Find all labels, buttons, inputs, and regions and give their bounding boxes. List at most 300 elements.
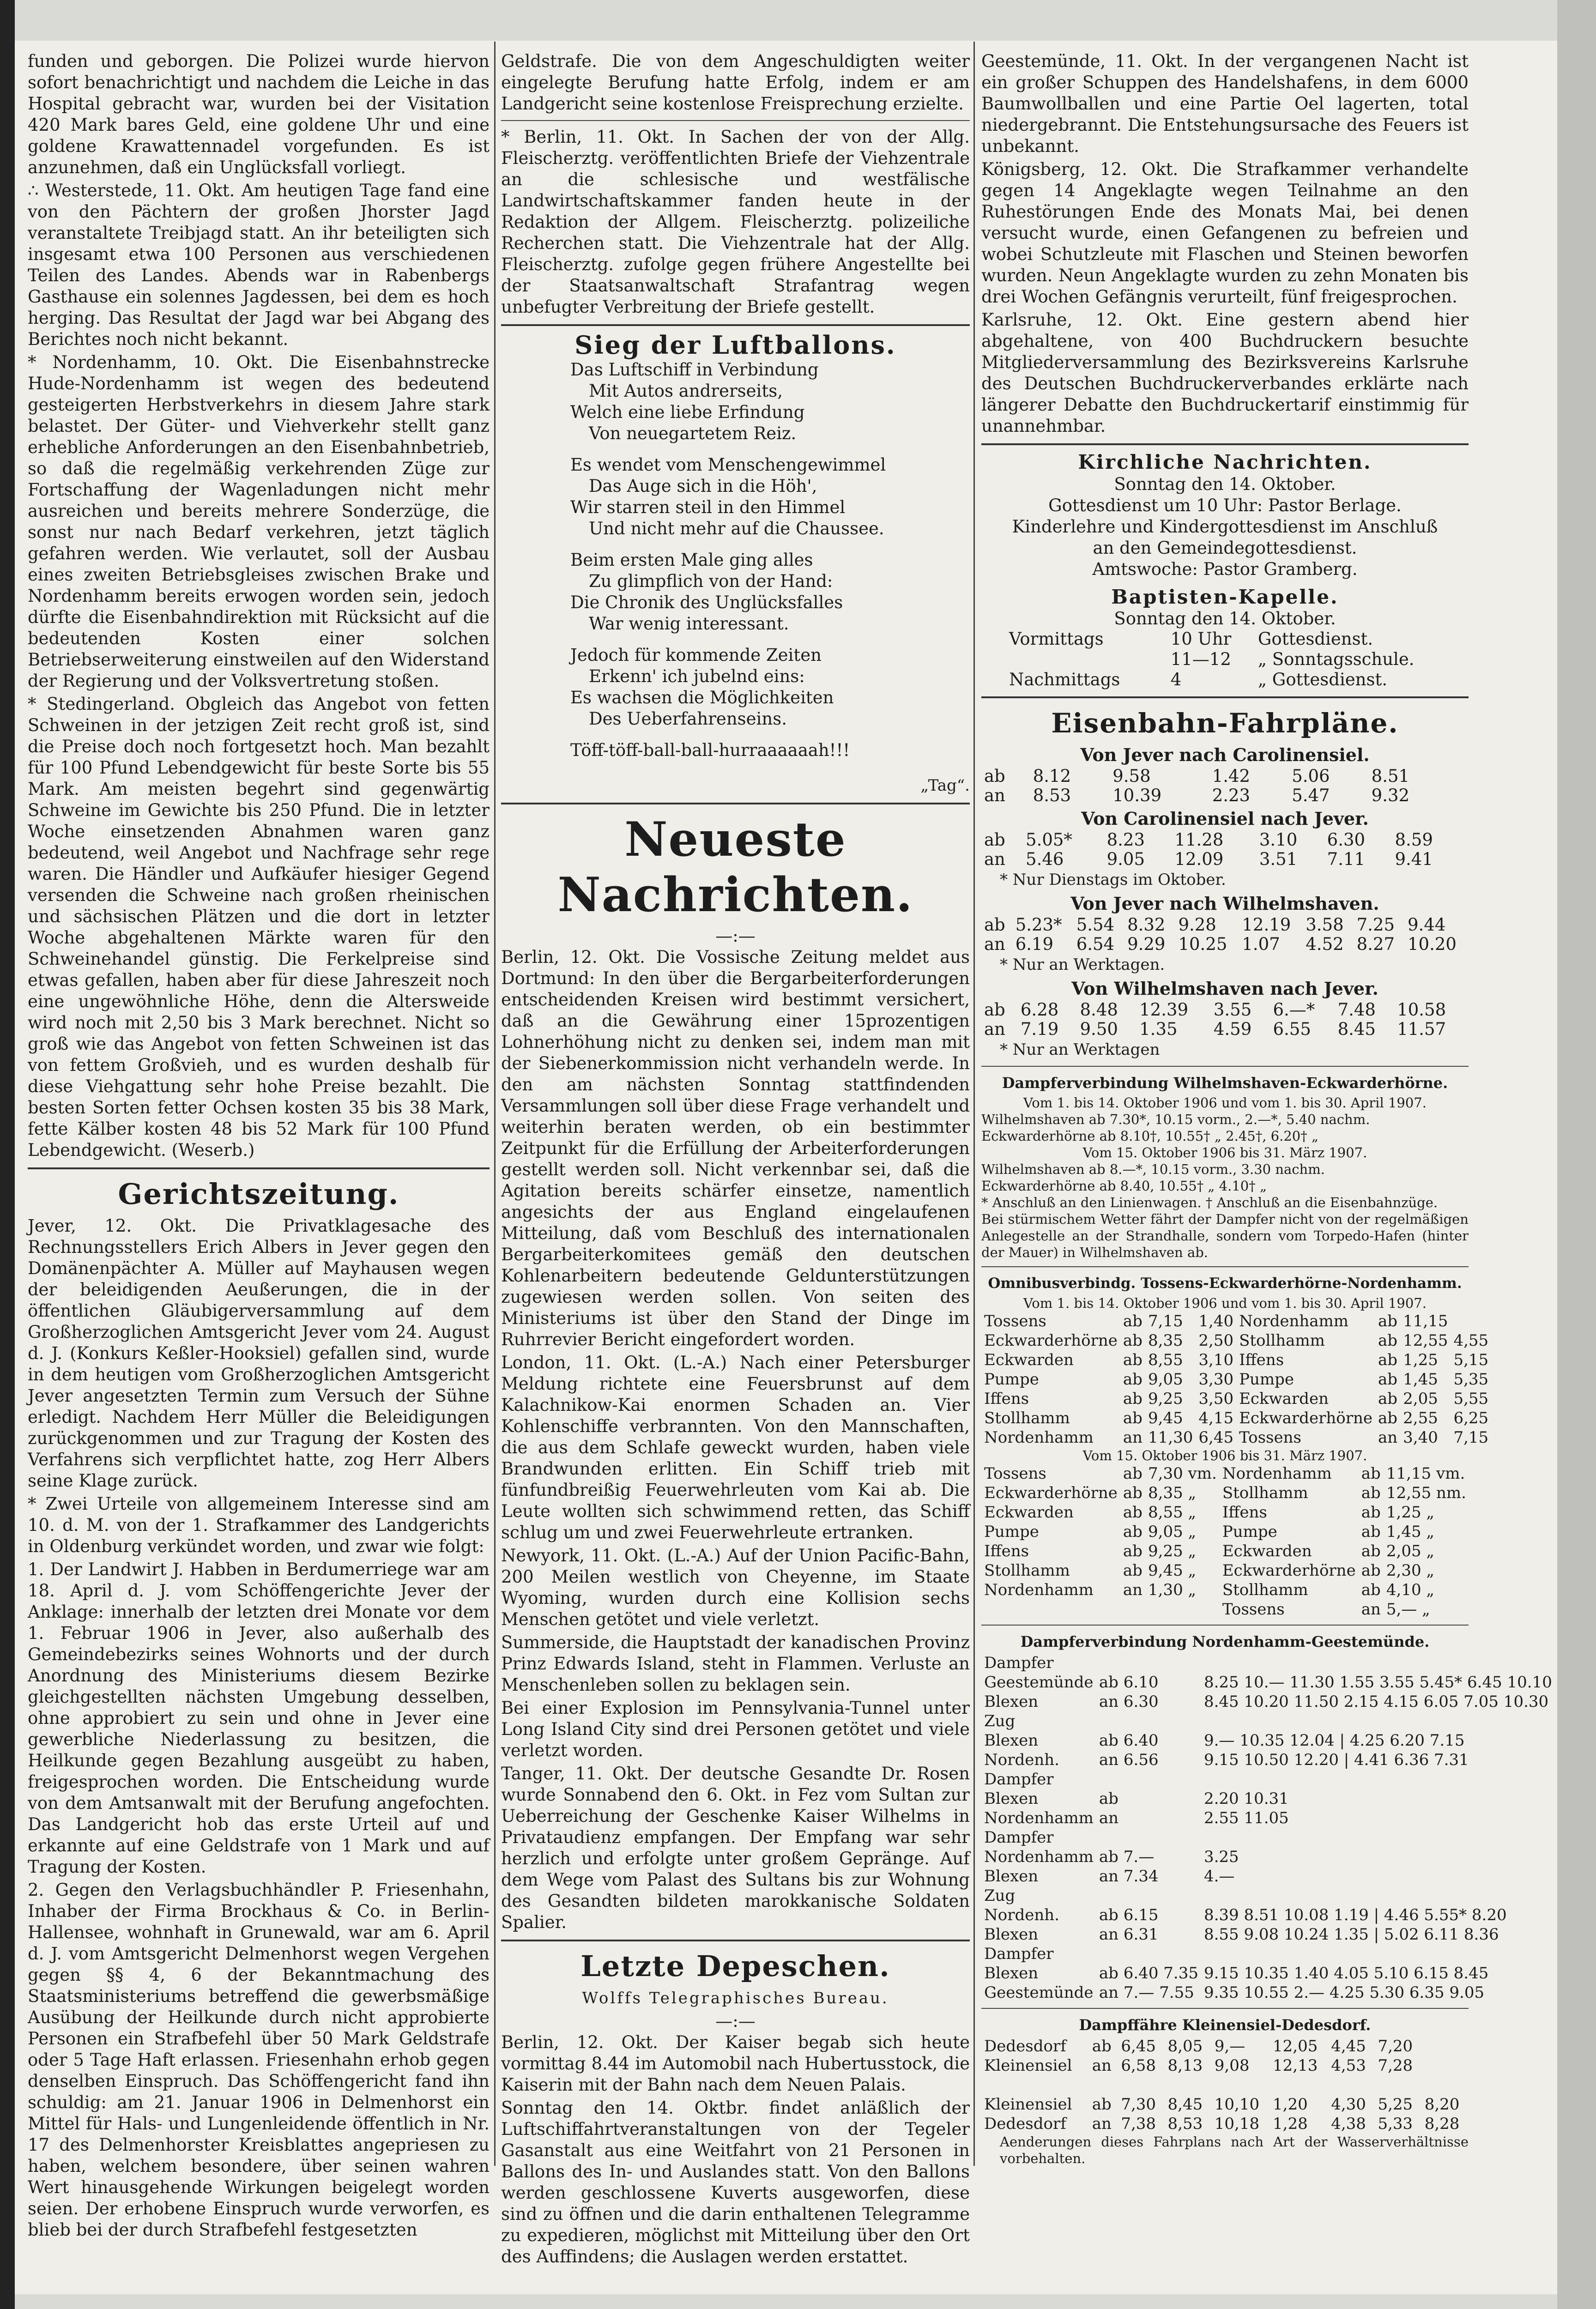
- baptist-schedule: [981, 609, 1469, 690]
- table-cell: [1460, 830, 1469, 850]
- table-cell: ab: [1378, 1409, 1398, 1427]
- poem-stanza: [570, 454, 970, 539]
- table-cell: 7.25: [1356, 915, 1395, 935]
- table-cell: 12,55 nm.: [1386, 1484, 1466, 1502]
- table-cell: ab: [1361, 1464, 1381, 1483]
- table-cell: ab: [1378, 1351, 1398, 1369]
- omnibus-table-1: [981, 1312, 1491, 1447]
- table-cell: 9,—: [1214, 2037, 1245, 2055]
- table-cell: 9.29: [1127, 934, 1166, 954]
- table-cell: ab: [1123, 1409, 1143, 1427]
- divider: [981, 1625, 1469, 1626]
- article-nordenhamm: * Nordenhamm, 10. Okt. Die Eisenbahnstrecke Hude-Nordenhamm ist wegen des bedeutend gesteigerten Herbstverkehrs in diesem Jahre stark belastet. Der Güter- und Viehverkehr stellt ganz erhebliche Anforderungen an den Eisenbahnbetrieb, so daß die regelmäßig verkehrenden Züge zur Fortschaffung der Wagenladungen nicht mehr ausreichen und bereits mehrere Sonderzüge, die sonst nur nach Bedarf verkehren, jetzt täglich gefahren werden. Wie verlautet, soll der Ausbau eines zweiten Betriebsgleises zwischen Brake und Nordenhamm bereits erwogen worden sein, jedoch dürfte die Eisenbahndirektion mit Rücksicht auf die bedeutenden Kosten einer solchen Betriebserweiterung einstweilen auf den Widerstand der Regierung und der Volksvertretung stoßen.: [28, 352, 490, 691]
- table-cell: 1,40: [1198, 1312, 1234, 1330]
- table-cell: 6,25: [1453, 1409, 1489, 1427]
- route-title: Von Wilhelmshaven nach Jever.: [1071, 978, 1378, 999]
- book-spine: [0, 0, 15, 2309]
- table-cell: 4,45: [1331, 2037, 1366, 2055]
- omnibus-row: [981, 1312, 1491, 1331]
- article-urteil-1: 1. Der Landwirt J. Habben in Berdumerriege war am 18. April d. J. vom Schöffengerichte Jever der Anklage: innerhalb der letzten drei Monate vor dem 1. Februar 1906 in Jever, also außerhalb des Gemeindebezirks seines Wohnorts und der durch Anordnung des Ministeriums diesem Bezirke gleichgestellten nächsten Umgebung desselben, ohne approbiert zu sein und ohne in Jever eine gewerbliche Niederlassung zu besitzen, die Heilkunde gegen Bezahlung ausgeübt zu haben, freigesprochen worden. Die Entscheidung wurde von dem Amtsanwalt mit der Berufung angefochten. Das Landgericht hob das erste Urteil auf und erkannte auf eine Geldstrafe von 1 Mark und auf Tragung der Kosten.: [28, 1559, 490, 1877]
- table-cell: 6.30: [1327, 830, 1366, 850]
- table-cell: 3,30: [1198, 1370, 1234, 1389]
- table-cell: 2,50: [1198, 1331, 1234, 1350]
- schedule-cell: 11—12: [1170, 649, 1231, 669]
- article-newyork: Newyork, 11. Okt. (L.-A.) Auf der Union Pacific-Bahn, 200 Meilen westlich von Cheyenne, im Staate Wyoming, wurden durch eine Kollision sechs Menschen getötet und viele verletzt.: [501, 1546, 970, 1629]
- omnibus-row: [981, 1408, 1491, 1428]
- table-cell: Pumpe: [1239, 1370, 1294, 1389]
- table-cell: [1422, 2056, 1469, 2075]
- timetable-row: [981, 915, 1469, 935]
- baptist-notice-title: Baptisten-Kapelle.: [1111, 586, 1339, 608]
- divider: [981, 2008, 1469, 2009]
- table-row: [981, 1731, 1555, 1750]
- column-rule: [494, 42, 496, 2166]
- table-cell: Iffens: [1239, 1351, 1284, 1369]
- table-cell: 3.51: [1259, 849, 1298, 869]
- section-divider: [28, 1167, 490, 1169]
- table-cell: 8,28: [1424, 2115, 1460, 2133]
- table-cell: 7,15: [1453, 1428, 1489, 1447]
- table-cell: 8,13: [1167, 2056, 1203, 2075]
- table-cell: Stollhamm: [1222, 1484, 1308, 1502]
- table-cell: 5.46: [1026, 849, 1064, 869]
- table-cell: 10.58: [1397, 1000, 1446, 1020]
- table-cell: Pumpe: [984, 1370, 1039, 1389]
- church-notice-title: Kirchliche Nachrichten.: [1078, 451, 1372, 473]
- table-row: [981, 1673, 1555, 1692]
- table-cell: 12,13: [1273, 2056, 1318, 2075]
- table-cell: ab: [1092, 2095, 1112, 2114]
- table-cell: [1145, 1600, 1220, 1619]
- table-cell: ab: [1123, 1370, 1143, 1389]
- wire-service-label: Wolffs Telegraphisches Bureau.: [582, 1989, 889, 2007]
- poem-line: Von neuegartetem Reiz.: [589, 423, 797, 443]
- divider: [981, 1066, 1469, 1067]
- table-cell: 7,15: [1148, 1312, 1183, 1330]
- table-cell: 6.19: [1015, 934, 1054, 954]
- timetable-note: * Nur an Werktagen.: [1000, 955, 1165, 974]
- omnibus-period: Vom 1. bis 14. Oktober 1906 und vom 1. bis 30. April 1907.: [1023, 1295, 1427, 1311]
- table-cell: 12.09: [1174, 849, 1224, 869]
- table-cell: 8.48: [1080, 1000, 1118, 1020]
- table-cell: ab: [1378, 1312, 1398, 1330]
- table-cell: 8,20: [1424, 2095, 1460, 2114]
- table-row: [981, 2114, 1469, 2134]
- table-cell: Stollhamm: [984, 1561, 1070, 1580]
- table-cell: [1201, 1653, 1555, 1673]
- table-row: [981, 1711, 1555, 1731]
- table-cell: 6.—*: [1273, 1000, 1315, 1020]
- omnibus-title: Omnibusverbindg. Tossens-Eckwarderhörne-Nordenhamm.: [988, 1275, 1462, 1292]
- ferry-note: Aenderungen dieses Fahrplans nach Art der Wasserverhältnisse vorbehalten.: [1000, 2134, 1469, 2166]
- table-cell: Tossens: [1239, 1428, 1301, 1447]
- article-berlin-fleischerztg: * Berlin, 11. Okt. In Sachen der von der Allg. Fleischerztg. veröffentlichten Briefe der Viehzentrale an die schlesische und westfälische Landwirtschaftskammer fanden heute in der Redaktion der Allgem. Fleischerztg. polizeiliche Recherchen statt. Die Viehzentrale hat der Allg. Fleischerztg. zufolge gegen frühere Angestellte bei der Staatsanwaltschaft Strafantrag wegen unbefugter Verbreitung der Briefe gestellt.: [501, 127, 970, 317]
- table-cell: 1,45: [1403, 1370, 1438, 1389]
- separator: —:—: [715, 926, 756, 946]
- table-cell: 3.58: [1306, 915, 1344, 935]
- poem-line: Jedoch für kommende Zeiten: [570, 645, 822, 665]
- table-cell: 5.06: [1292, 766, 1330, 786]
- poem-line: Zu glimpflich von der Hand:: [589, 571, 833, 591]
- table-cell: an: [1123, 1581, 1143, 1599]
- table-cell: Tossens: [984, 1464, 1046, 1483]
- table-cell: ab: [1378, 1370, 1398, 1389]
- article-explosion: Bei einer Explosion im Pennsylvania-Tunnel unter Long Island City sind drei Personen getötet und viele verletzt worden.: [501, 1698, 970, 1760]
- table-cell: 1.35: [1139, 1019, 1178, 1039]
- table-cell: Nordenhamm: [1222, 1464, 1332, 1483]
- table-cell: an: [1378, 1428, 1398, 1447]
- table-row: [981, 1983, 1555, 2002]
- column-2: [501, 51, 970, 2269]
- article-berlin-kaiser: Berlin, 12. Okt. Der Kaiser begab sich heute vormittag 8.44 im Automobil nach Hubertusstock, die Kaiserin mit der Bahn nach dem Neuen Palais.: [501, 2032, 970, 2095]
- table-cell: 1.42: [1212, 766, 1251, 786]
- table-cell: 9.05: [1106, 849, 1145, 869]
- table-cell: Stollhamm: [984, 1409, 1070, 1427]
- table-cell: ab: [1361, 1484, 1381, 1502]
- omnibus-row: [981, 1350, 1491, 1370]
- table-cell: 1.07: [1242, 934, 1280, 954]
- table-cell: 5,25: [1378, 2095, 1413, 2114]
- table-cell: 8,35: [1148, 1331, 1183, 1350]
- table-cell: 4,30: [1331, 2095, 1366, 2114]
- table-cell: 3.25: [1203, 1848, 1239, 1866]
- poem-line: Mit Autos andrerseits,: [589, 381, 783, 401]
- table-cell: an 6.56: [1099, 1751, 1159, 1769]
- table-cell: [1448, 786, 1458, 805]
- poem-line: Und nicht mehr auf die Chaussee.: [589, 519, 884, 538]
- schedule-cell: 4: [1170, 670, 1182, 689]
- poem-source: „Tag“.: [920, 776, 970, 795]
- article-london: London, 11. Okt. (L.-A.) Nach einer Petersburger Meldung richtete eine Feuersbrunst auf dem Kalachnikow-Kai enormen Schaden an. Vier Kohlenschiffe verbrannten. Von den Mannschaften, die aus dem Schlafe geweckt wurden, haben viele Brandwunden erlitten. Ein Schiff trieb mit fünfundbreißig Feuerwehrleuten vom Kai ab. Die Leute wollten sich schwimmend retten, das Schiff schlug um und zwei Feuerwehrleute ertranken.: [501, 1353, 970, 1542]
- table-cell: 6,45: [1121, 2037, 1156, 2055]
- table-cell: 9.— 10.35 12.04 | 4.25 6.20 7.15: [1203, 1731, 1465, 1750]
- table-cell: ab 6.40: [1099, 1731, 1159, 1750]
- table-cell: 9.32: [1371, 786, 1410, 805]
- table-cell: 3.10: [1259, 830, 1298, 850]
- table-cell: 8.39 8.51 10.08 1.19 | 4.46 5.55* 8.20: [1203, 1906, 1507, 1924]
- table-cell: ab: [1123, 1523, 1143, 1541]
- article-geestemuende: Geestemünde, 11. Okt. In der vergangenen Nacht ist ein großer Schuppen des Handelshafens, in dem 6000 Baumwollballen und eine Partie Oel lagerten, total niedergebrannt. Die Entstehungsursache des Feuers ist unbekannt.: [981, 51, 1469, 156]
- table-cell: an 6.31: [1099, 1925, 1159, 1944]
- table-cell: 4,10 „: [1386, 1581, 1434, 1599]
- table-cell: Pumpe: [984, 1523, 1039, 1541]
- table-cell: 8,05: [1167, 2037, 1203, 2055]
- table-cell: Iffens: [984, 1542, 1029, 1560]
- table-cell: 8.12: [1033, 766, 1071, 786]
- table-cell: ab 7.—: [1099, 1848, 1155, 1866]
- divider: [981, 1266, 1469, 1267]
- church-notice: [981, 474, 1469, 580]
- table-cell: 7,30 vm.: [1148, 1464, 1217, 1483]
- table-cell: 12,05: [1273, 2037, 1318, 2055]
- table-cell: 10.25: [1178, 934, 1227, 954]
- timetable-row: [981, 830, 1469, 850]
- table-cell: 5.54: [1076, 915, 1115, 935]
- ferry-dedesdorf-table: [981, 2037, 1469, 2134]
- table-cell: Stollhamm: [1222, 1581, 1308, 1599]
- table-cell: 8,45: [1167, 2095, 1203, 2114]
- table-cell: Dedesdorf: [984, 2115, 1066, 2133]
- table-cell: 9,25 „: [1148, 1542, 1197, 1560]
- route-title: Von Carolinensiel nach Jever.: [1081, 808, 1369, 829]
- table-cell: ab: [984, 766, 1005, 786]
- table-cell: 2,30 „: [1386, 1561, 1434, 1580]
- table-cell: 8.51: [1371, 766, 1410, 786]
- table-cell: ab: [1378, 1331, 1398, 1350]
- table-cell: 7,38: [1121, 2115, 1156, 2133]
- table-cell: ab: [1123, 1484, 1143, 1502]
- table-cell: an: [984, 1019, 1005, 1039]
- schedule-cell: Nachmittags: [1009, 670, 1120, 689]
- table-cell: 1,20: [1273, 2095, 1308, 2114]
- table-cell: ab 6.10: [1099, 1673, 1159, 1692]
- table-cell: 9,45 „: [1148, 1561, 1197, 1580]
- table-cell: 10.39: [1112, 786, 1162, 805]
- table-cell: Geestemünde: [984, 1983, 1094, 2002]
- omnibus-row: [981, 1428, 1491, 1447]
- table-cell: Dampfer: [984, 1945, 1054, 1963]
- table-cell: Blexen: [984, 1692, 1039, 1711]
- section-heading-letzte-depeschen: Letzte Depeschen.: [580, 1949, 890, 1983]
- table-cell: 2,05 „: [1386, 1542, 1434, 1560]
- poem: [501, 359, 970, 761]
- poem-line: Welch eine liebe Erfindung: [570, 402, 805, 422]
- table-cell: ab: [1123, 1561, 1143, 1580]
- table-cell: Nordenhamm: [984, 1581, 1094, 1599]
- timetable-note: * Nur an Werktagen: [1000, 1040, 1160, 1059]
- column-rule: [973, 42, 975, 2166]
- table-cell: 5.23*: [1015, 915, 1062, 935]
- table-row: [981, 1828, 1555, 1847]
- table-row: [981, 1867, 1555, 1886]
- schedule-row: [981, 670, 1469, 690]
- omnibus-row: [981, 1541, 1469, 1561]
- section-divider: [501, 324, 970, 326]
- table-cell: 1,30 „: [1148, 1581, 1197, 1599]
- table-cell: 6,45: [1198, 1428, 1234, 1447]
- table-cell: 8.59: [1395, 830, 1433, 850]
- table-cell: 9.58: [1112, 766, 1151, 786]
- table-cell: ab: [1361, 1523, 1381, 1541]
- table-cell: [981, 2075, 1469, 2095]
- table-cell: [1096, 1770, 1201, 1789]
- table-cell: Iffens: [984, 1390, 1029, 1408]
- table-cell: 5,— „: [1386, 1600, 1430, 1619]
- table-row: [981, 1653, 1555, 1673]
- table-cell: [981, 1600, 1120, 1619]
- table-cell: [1201, 1770, 1555, 1789]
- poem-line: Die Chronik des Unglücksfalles: [570, 592, 843, 612]
- table-cell: 3,50: [1198, 1390, 1234, 1408]
- table-cell: 4,15: [1198, 1409, 1234, 1427]
- table-cell: an: [1092, 2115, 1112, 2133]
- table-cell: 10,10: [1214, 2095, 1260, 2114]
- table-cell: Eckwarderhörne: [984, 1331, 1118, 1350]
- omnibus-table-2: [981, 1464, 1469, 1619]
- route-title: Von Jever nach Carolinensiel.: [1080, 744, 1370, 765]
- ferry-line: Vom 1. bis 14. Oktober 1906 und vom 1. bis 30. April 1907.: [1023, 1095, 1427, 1111]
- table-cell: 8,55: [1148, 1351, 1183, 1369]
- table-cell: Eckwarden: [984, 1503, 1074, 1522]
- table-cell: Eckwarden: [984, 1351, 1074, 1369]
- divider: [501, 120, 970, 121]
- timetable-row: [981, 850, 1469, 869]
- table-row: [981, 1847, 1555, 1867]
- section-divider: [501, 803, 970, 804]
- table-cell: Blexen: [984, 1731, 1039, 1750]
- table-cell: 6.28: [1020, 1000, 1059, 1020]
- timetable-row: [981, 1020, 1469, 1039]
- poem-line: Es wachsen die Möglichkeiten: [570, 688, 834, 707]
- table-cell: 2,55: [1403, 1409, 1438, 1427]
- poem-line: Erkenn' ich jubelnd eins:: [589, 666, 805, 686]
- table-cell: [1201, 1711, 1555, 1731]
- table-cell: 7,20: [1378, 2037, 1413, 2055]
- schedule-row: [981, 609, 1469, 629]
- table-cell: ab: [1123, 1503, 1143, 1522]
- table-cell: 9.44: [1408, 915, 1446, 935]
- table-row: [981, 1789, 1555, 1808]
- article-tanger: Tanger, 11. Okt. Der deutsche Gesandte Dr. Rosen wurde Sonnabend den 6. Okt. in Fez vom Sultan zur Ueberreichung der Geschenke Kaiser Wilhelms in Privataudienz empfangen. Der Empfang war sehr herzlich und erfolgte unter großem Gepränge. Auf dem Wege vom Palast des Sultans bis zur Wohnung des Gesandten bildeten marokkanische Soldaten Spalier.: [501, 1764, 970, 1932]
- table-cell: 7.11: [1327, 849, 1366, 869]
- table-cell: Blexen: [984, 1789, 1039, 1808]
- column-3: [981, 51, 1552, 2167]
- table-cell: [1096, 1828, 1201, 1847]
- table-cell: Geestemünde: [984, 1673, 1094, 1692]
- table-cell: ab: [984, 915, 1005, 935]
- table-cell: 4.59: [1213, 1019, 1252, 1039]
- table-cell: ab: [984, 1000, 1005, 1020]
- article-summerside: Summerside, die Hauptstadt der kanadischen Provinz Prinz Edwards Island, steht in Flammen. Verluste an Menschenleben sollen zu beklagen sein.: [501, 1632, 970, 1695]
- poem-line: Wir starren steil in den Himmel: [570, 497, 846, 517]
- table-cell: an: [984, 849, 1005, 869]
- ferry-line: Wilhelmshaven ab 8.—*, 10.15 vorm., 3.30 nachm.: [981, 1161, 1325, 1177]
- poem-stanza: [570, 359, 970, 444]
- ferry-line: Bei stürmischem Wetter fährt der Dampfer nicht von der regelmäßigen Anlegestelle an der Strandhalle, sondern vom Torpedo-Hafen (hinter der Mauer) in Wilhelmshaven ab.: [981, 1211, 1469, 1260]
- table-cell: 8.32: [1127, 915, 1166, 935]
- table-row: [981, 2056, 1469, 2075]
- table-cell: Kleinensiel: [984, 2095, 1072, 2114]
- article-berlin-bergarbeiter: Berlin, 12. Okt. Die Vossische Zeitung meldet aus Dortmund: In den über die Bergarbeiterforderungen entscheidenden Kreisen wird bestimmt versichert, daß an die Gewährung einer 15prozentigen Lohnerhöhung nicht zu denken sei, indem man mit der Siebenerkommission nicht verhandeln werde. In den am nächsten Sonntag stattfindenden Versammlungen soll über diese Frage verhandelt und weiterhin beraten werden, ob ein bestimmter Zeitpunkt für die Erfüllung der Arbeiterforderungen gestellt werden soll. Nicht verkennbar sei, daß die Agitation bereits schärfer einsetze, namentlich angesichts der aus England eingelaufenen Mitteilung, daß vom Beschluß des internationalen Bergarbeiterkomitees gemäß den deutschen Kohlenarbeitern bedeutende Geldunterstützungen zugewiesen werden sollen. Von seiten des Ministeriums ist über den Stand der Dinge im Ruhrrevier Bericht eingefordert worden.: [501, 947, 970, 1349]
- poem-stanza: [570, 645, 970, 730]
- table-cell: 4.—: [1203, 1867, 1235, 1886]
- table-cell: 11.57: [1397, 1019, 1446, 1039]
- table-cell: Tossens: [1222, 1600, 1285, 1619]
- table-cell: 8.27: [1356, 934, 1395, 954]
- ferry-dedesdorf-title: Dampffähre Kleinensiel-Dedesdorf.: [1079, 2016, 1371, 2034]
- table-cell: ab: [1361, 1561, 1381, 1580]
- table-cell: [1201, 1944, 1555, 1964]
- table-cell: ab: [1361, 1503, 1381, 1522]
- timetable-wilhelmshaven-jever: [981, 1000, 1469, 1039]
- column-1: [28, 51, 490, 2243]
- section-divider: [981, 443, 1469, 445]
- table-row: [981, 2095, 1469, 2114]
- table-cell: 3.55: [1213, 1000, 1252, 1020]
- table-cell: 7.19: [1020, 1019, 1059, 1039]
- poem-line: Es wendet vom Menschengewimmel: [570, 455, 886, 475]
- table-cell: [1422, 2037, 1469, 2056]
- table-cell: 1,25: [1403, 1351, 1438, 1369]
- church-line: an den Gemeindegottesdienst.: [1093, 538, 1357, 558]
- table-cell: ab: [1361, 1542, 1381, 1560]
- table-cell: 3,10: [1198, 1351, 1234, 1369]
- table-cell: Eckwarderhörne: [1239, 1409, 1372, 1427]
- table-cell: Pumpe: [1222, 1523, 1277, 1541]
- article-paragraph: Geldstrafe. Die von dem Angeschuldigten weiter eingelegte Berufung hatte Erfolg, indem er am Landgericht seine kostenlose Freisprechung erzielte.: [501, 51, 970, 114]
- table-cell: [1460, 850, 1469, 869]
- table-row: [981, 1905, 1555, 1925]
- church-line: Gottesdienst um 10 Uhr: Pastor Berlage.: [1048, 496, 1402, 515]
- table-cell: [1451, 1312, 1491, 1331]
- ferry-schedule: [981, 1094, 1469, 1261]
- timetable-row: [981, 786, 1469, 805]
- timetable-jever-carolinensiel: [981, 767, 1469, 805]
- schedule-cell: [981, 649, 1168, 670]
- poem-title: Sieg der Luftballons.: [574, 330, 896, 360]
- table-cell: an: [984, 934, 1005, 954]
- table-row: [981, 2075, 1469, 2095]
- table-cell: ab: [1123, 1331, 1143, 1350]
- table-cell: Dampfer: [984, 1770, 1054, 1789]
- poem-line: Des Ueberfahrenseins.: [589, 709, 787, 729]
- timetable-row: [981, 935, 1469, 954]
- church-line: Sonntag den 14. Oktober.: [1114, 474, 1336, 494]
- table-cell: 8,53: [1167, 2115, 1203, 2133]
- poem-line: Beim ersten Male ging alles: [570, 550, 813, 570]
- table-cell: [1201, 1828, 1555, 1847]
- article-paragraph: funden und geborgen. Die Polizei wurde hiervon sofort benachrichtigt und nachdem die Leiche in das Hospital gebracht war, wurden bei der Visitation 420 Mark bares Geld, eine goldene Uhr und eine goldene Krawattennadel vorgefunden. Es ist anzunehmen, daß ein Unglücksfall vorliegt.: [28, 51, 490, 177]
- table-cell: ab: [1378, 1390, 1398, 1408]
- table-cell: 10,18: [1214, 2115, 1260, 2133]
- table-cell: 6.54: [1076, 934, 1115, 954]
- section-heading-gerichtszeitung: Gerichtszeitung.: [118, 1177, 399, 1211]
- table-cell: Nordenh.: [984, 1751, 1059, 1769]
- table-cell: [1448, 767, 1458, 786]
- table-cell: 6,58: [1121, 2056, 1156, 2075]
- table-cell: 10.20: [1408, 934, 1457, 954]
- table-cell: ab: [1123, 1464, 1143, 1483]
- table-cell: 1,28: [1273, 2115, 1308, 2133]
- schedule-cell: „ Sonntagsschule.: [1257, 649, 1415, 669]
- table-cell: Nordenhamm: [984, 1848, 1094, 1866]
- table-cell: 8.53: [1033, 786, 1071, 805]
- article-urteil-2: 2. Gegen den Verlagsbuchhändler P. Friesenhahn, Inhaber der Firma Brockhaus & Co. in Berlin-Hallensee, wohnhaft in Grunewald, war am 6. April d. J. vom Amtsgericht Delmenhorst wegen Vergehen gegen §§ 4, 6 der Bekanntmachung des Staatsministeriums betreffend die gewerbsmäßige Ausübung der Heilkunde durch nicht approbierte Personen ein Strafbefehl über 50 Mark Geldstrafe oder 5 Tage Haft erlassen. Friesenhahn erhob gegen denselben Einspruch. Das Schöffengericht fand ihn schuldig: am 21. Januar 1906 in Delmenhorst ein Mittel für Hals- und Lungenleidende öffentlich in Nr. 17 des Delmenhorster Kreisblattes angepriesen zu haben, welchem besondere, über seinen wahren Wert hinausgehende Wirkungen beigelegt worden seien. Der erhobene Einspruch wurde verworfen, es blieb bei der durch Strafbefehl festgesetzten: [28, 1880, 490, 2240]
- table-cell: 4,55: [1453, 1331, 1489, 1350]
- table-cell: [1096, 1711, 1201, 1731]
- table-cell: Stollhamm: [1239, 1331, 1325, 1350]
- schedule-date: Sonntag den 14. Oktober.: [1114, 609, 1336, 629]
- article-koenigsberg: Königsberg, 12. Okt. Die Strafkammer verhandelte gegen 14 Angeklagte wegen Teilnahme an den Ruhestörungen Ende des Monats Mai, bei denen versucht wurde, einen Gefangenen zu befreien und wobei Schutzleute mit Flaschen und Steinen beworfen wurden. Neun Angeklagte wurden zu zehn Monaten bis drei Wochen Gefängnis verurteilt, fünf freigesprochen.: [981, 159, 1469, 307]
- table-cell: 5,33: [1378, 2115, 1413, 2133]
- table-row: [981, 2037, 1469, 2056]
- poem-line: Das Luftschiff in Verbindung: [570, 360, 819, 380]
- table-cell: 7,30: [1121, 2095, 1156, 2114]
- table-cell: [1458, 786, 1469, 805]
- article-stedingerland: * Stedingerland. Obgleich das Angebot von fetten Schweinen in der jetzigen Zeit recht groß ist, sind die Preise doch noch fortgesetzt hoch. Man bezahlt für 100 Pfund Lebendgewicht für beste Sorte bis 55 Mark. Am meisten begehrt sind gegenwärtig Schweine im Gewichte bis 250 Pfund. Die in letzter Woche einsetzenden Abnahmen waren ganz bedeutend, weil Angebot und Nachfrage sehr rege waren. Die Händler und Aufkäufer hiesiger Gegend versenden die Schweine nach großen rheinischen und sächsischen Plätzen und die dort in letzter Woche abgehaltenen Märkte waren für den Schweinehandel günstig. Die Ferkelpreise sind etwas gefallen, haben aber für diese Jahreszeit noch eine ungewöhnliche Höhe, denn die Altersweide wird noch mit 2,50 bis 3 Mark berechnet. Nicht so groß wie das Angebot von fetten Schweinen ist das von fettem Großvieh, und es wurden deshalb für diese Viehgattung sehr hohe Preise bezahlt. Die besten Sorten fetter Ochsen kosten 35 bis 38 Mark, fette Kälber kosten 48 bis 52 Mark für 100 Pfund Lebendgewicht. (Weserb.): [28, 694, 490, 1160]
- route-title: Von Jever nach Wilhelmshaven.: [1070, 893, 1379, 914]
- omnibus-row: [981, 1464, 1469, 1483]
- timetable-carolinensiel-jever: [981, 830, 1469, 869]
- ferry-line: Eckwarderhörne ab 8.40, 10.55† „ 4.10† „: [981, 1178, 1267, 1194]
- table-cell: 12.39: [1139, 1000, 1189, 1020]
- article-westerstede: ∴ Westerstede, 11. Okt. Am heutigen Tage fand eine von den Pächtern der großen Jhorster Jagd veranstaltete Treibjagd statt. An ihr beteiligten sich insgesamt etwa 100 Personen aus verschiedenen Teilen des Landes. Abends war in Rabenbergs Gasthause ein solennes Jagdessen, bei dem es hoch herging. Das Resultat der Jagd war bei Abgang des Berichtes noch nicht bekannt.: [28, 181, 490, 349]
- table-cell: 12.19: [1242, 915, 1291, 935]
- poem-line: Das Auge sich in die Höh',: [589, 476, 817, 496]
- ferry-line: Eckwarderhörne ab 8.10†, 10.55† „ 2.45†, 6.20† „: [981, 1128, 1318, 1144]
- table-cell: Dedesdorf: [984, 2037, 1066, 2055]
- table-cell: 7.48: [1337, 1000, 1376, 1020]
